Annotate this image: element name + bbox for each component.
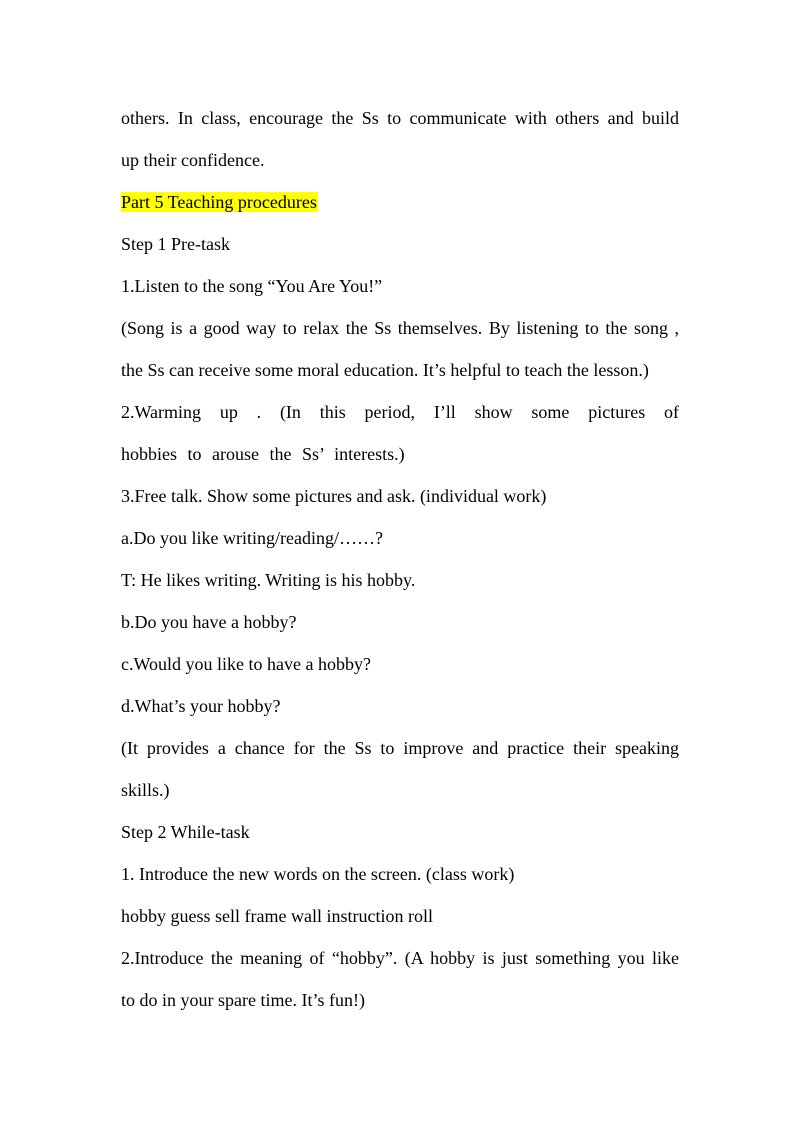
paragraph-line: to do in your spare time. It’s fun!) <box>121 990 365 1010</box>
step-heading: Step 2 While-task <box>121 822 250 842</box>
paragraph-line: up their confidence. <box>121 150 265 170</box>
paragraph-line: hobbies to arouse the Ss’ interests.) <box>121 444 405 464</box>
paragraph-line: skills.) <box>121 780 170 800</box>
paragraph-line: the Ss can receive some moral education. It’s helpful to teach the lesson.) <box>121 360 649 380</box>
list-item: c.Would you like to have a hobby? <box>121 654 371 674</box>
list-item: T: He likes writing. Writing is his hobby. <box>121 570 416 590</box>
highlighted-heading: Part 5 Teaching procedures <box>121 192 317 212</box>
list-item: a.Do you like writing/reading/……? <box>121 528 383 548</box>
paragraph-line: (It provides a chance for the Ss to improve and practice their speaking <box>121 738 679 758</box>
list-item: 3.Free talk. Show some pictures and ask. (individual work) <box>121 486 547 506</box>
list-item: 2.Introduce the meaning of “hobby”. (A hobby is just something you like <box>121 948 679 968</box>
section-heading-line <box>121 189 679 215</box>
list-item: 1.Listen to the song “You Are You!” <box>121 276 383 296</box>
step-heading: Step 1 Pre-task <box>121 234 230 254</box>
paragraph-line: others. In class, encourage the Ss to communicate with others and build <box>121 108 679 128</box>
list-item: b.Do you have a hobby? <box>121 612 297 632</box>
list-item: 1. Introduce the new words on the screen. (class work) <box>121 864 515 884</box>
word-list: hobby guess sell frame wall instruction roll <box>121 906 433 926</box>
paragraph-line: (Song is a good way to relax the Ss themselves. By listening to the song , <box>121 318 679 338</box>
list-item: d.What’s your hobby? <box>121 696 281 716</box>
list-item: 2.Warming up . (In this period, I’ll show some pictures of <box>121 402 679 422</box>
